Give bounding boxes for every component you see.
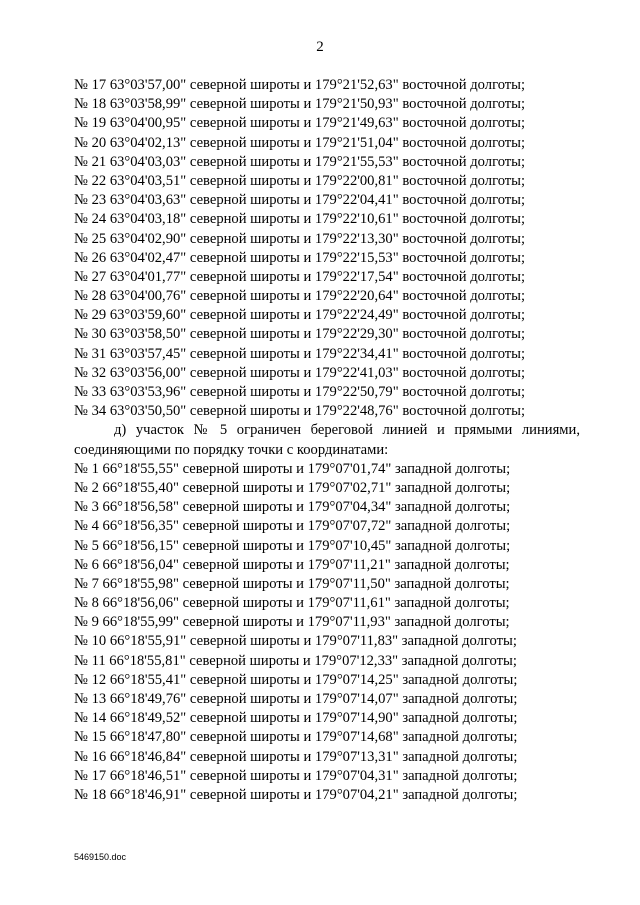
- coordinate-line: № 34 63°03'50,50" северной широты и 179°22'48,76" восточной долготы;: [74, 403, 526, 420]
- coordinate-line: № 18 66°18'46,91" северной широты и 179°07'04,21" западной долготы;: [74, 786, 518, 803]
- coordinate-line: № 32 63°03'56,00" северной широты и 179°22'41,03" восточной долготы;: [74, 364, 526, 381]
- document-body: [74, 76, 580, 805]
- coordinate-line: № 20 63°04'02,13" северной широты и 179°21'51,04" восточной долготы;: [74, 134, 526, 151]
- coordinate-line: № 14 66°18'49,52" северной широты и 179°07'14,90" западной долготы;: [74, 710, 518, 727]
- file-name-footer: 5469150.doc: [74, 852, 127, 862]
- coordinate-line: № 1 66°18'55,55" северной широты и 179°07'01,74" западной долготы;: [74, 460, 511, 477]
- coordinate-line: № 17 63°03'57,00" северной широты и 179°21'52,63" восточной долготы;: [74, 77, 526, 93]
- coordinate-line: № 13 66°18'49,76" северной широты и 179°07'14,07" западной долготы;: [74, 691, 518, 707]
- coordinate-line: № 9 66°18'55,99" северной широты и 179°07'11,93" западной долготы;: [74, 614, 510, 631]
- page-number: 2: [316, 39, 324, 55]
- section-paragraph-line-1: д) участок № 5 ограничен береговой линией и прямыми линиями,: [114, 422, 580, 439]
- coordinate-list-west: [74, 460, 580, 805]
- coordinate-line: № 29 63°03'59,60" северной широты и 179°22'24,49" восточной долготы;: [74, 307, 526, 324]
- coordinate-line: № 4 66°18'56,35" северной широты и 179°07'07,72" западной долготы;: [74, 518, 511, 535]
- coordinate-line: № 23 63°04'03,63" северной широты и 179°22'04,41" восточной долготы;: [74, 192, 526, 209]
- coordinate-line: № 12 66°18'55,41" северной широты и 179°07'14,25" западной долготы;: [74, 671, 518, 688]
- coordinate-line: № 17 66°18'46,51" северной широты и 179°07'04,31" западной долготы;: [74, 767, 518, 784]
- coordinate-list-east: [74, 76, 580, 421]
- coordinate-line: № 18 63°03'58,99" северной широты и 179°21'50,93" восточной долготы;: [74, 96, 526, 113]
- coordinate-line: № 6 66°18'56,04" северной широты и 179°07'11,21" западной долготы;: [74, 556, 510, 573]
- coordinate-line: № 31 63°03'57,45" северной широты и 179°22'34,41" восточной долготы;: [74, 345, 526, 362]
- coordinate-line: № 33 63°03'53,96" северной широты и 179°22'50,79" восточной долготы;: [74, 384, 526, 400]
- coordinate-line: № 11 66°18'55,81" северной широты и 179°07'12,33" западной долготы;: [74, 652, 517, 669]
- coordinate-line: № 16 66°18'46,84" северной широты и 179°07'13,31" западной долготы;: [74, 748, 518, 765]
- coordinate-line: № 2 66°18'55,40" северной широты и 179°07'02,71" западной долготы;: [74, 479, 511, 496]
- coordinate-line: № 21 63°04'03,03" северной широты и 179°21'55,53" восточной долготы;: [74, 153, 526, 170]
- coordinate-line: № 8 66°18'56,06" северной широты и 179°07'11,61" западной долготы;: [74, 595, 510, 612]
- coordinate-line: № 30 63°03'58,50" северной широты и 179°22'29,30" восточной долготы;: [74, 326, 526, 343]
- coordinate-line: № 10 66°18'55,91" северной широты и 179°07'11,83" западной долготы;: [74, 633, 517, 650]
- coordinate-line: № 7 66°18'55,98" северной широты и 179°07'11,50" западной долготы;: [74, 575, 510, 592]
- coordinate-line: № 5 66°18'56,15" северной широты и 179°07'10,45" западной долготы;: [74, 537, 511, 554]
- coordinate-line: № 25 63°04'02,90" северной широты и 179°22'13,30" восточной долготы;: [74, 230, 526, 247]
- coordinate-line: № 24 63°04'03,18" северной широты и 179°22'10,61" восточной долготы;: [74, 211, 526, 228]
- coordinate-line: № 27 63°04'01,77" северной широты и 179°22'17,54" восточной долготы;: [74, 268, 526, 285]
- coordinate-line: № 15 66°18'47,80" северной широты и 179°07'14,68" западной долготы;: [74, 729, 518, 746]
- coordinate-line: № 22 63°04'03,51" северной широты и 179°22'00,81" восточной долготы;: [74, 172, 526, 189]
- coordinate-line: № 28 63°04'00,76" северной широты и 179°22'20,64" восточной долготы;: [74, 288, 526, 305]
- coordinate-line: № 3 66°18'56,58" северной широты и 179°07'04,34" западной долготы;: [74, 499, 511, 516]
- coordinate-line: № 19 63°04'00,95" северной широты и 179°21'49,63" восточной долготы;: [74, 115, 526, 132]
- section-paragraph-line-2: соединяющими по порядку точки с координатами:: [74, 441, 389, 458]
- coordinate-line: № 26 63°04'02,47" северной широты и 179°22'15,53" восточной долготы;: [74, 249, 526, 266]
